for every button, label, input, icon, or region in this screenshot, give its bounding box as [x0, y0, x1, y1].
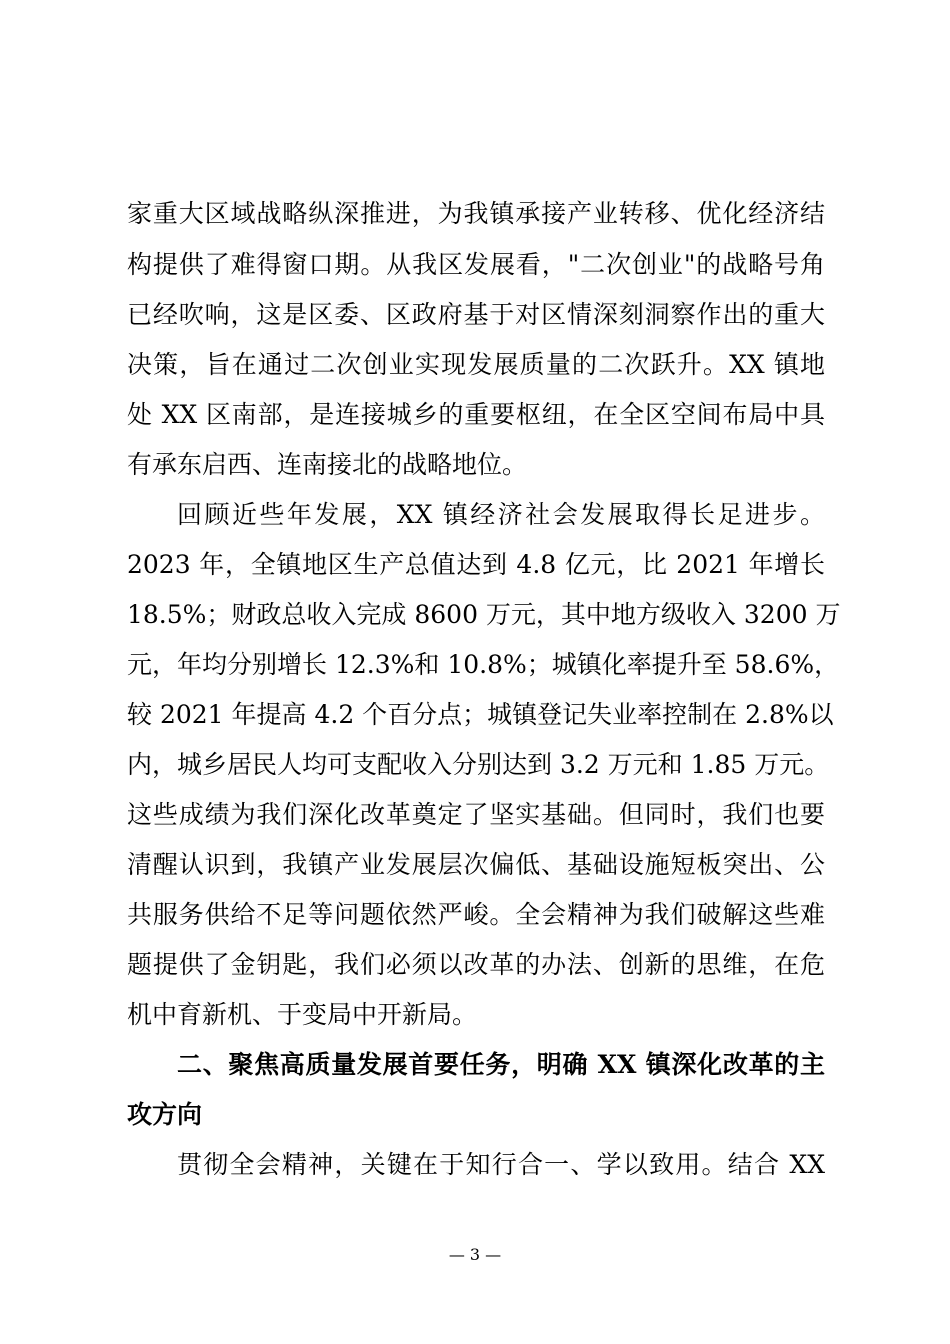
paragraph-line: 有承东启西、连南接北的战略地位。: [127, 450, 528, 479]
page-number: — 3 —: [448, 1245, 502, 1264]
paragraph-line: 元，年均分别增长 12.3%和 10.8%；城镇化率提升至 58.6%，: [127, 650, 840, 679]
paragraph-line: 18.5%；财政总收入完成 8600 万元，其中地方级收入 3200 万: [127, 600, 841, 629]
section-heading: 二、聚焦高质量发展首要任务，明确 XX 镇深化改革的主: [177, 1050, 825, 1079]
paragraph-line: 处 XX 区南部，是连接城乡的重要枢纽，在全区空间布局中具: [127, 400, 825, 429]
paragraph-line: 已经吹响，这是区委、区政府基于对区情深刻洞察作出的重大: [127, 300, 825, 329]
paragraph-line: 共服务供给不足等问题依然严峻。全会精神为我们破解这些难: [127, 900, 825, 929]
paragraph-line: 这些成绩为我们深化改革奠定了坚实基础。但同时，我们也要: [127, 800, 825, 829]
paragraph-line: 回顾近些年发展，XX 镇经济社会发展取得长足进步。: [177, 500, 825, 529]
section-heading: 攻方向: [127, 1100, 203, 1129]
paragraph-line: 较 2021 年提高 4.2 个百分点；城镇登记失业率控制在 2.8%以: [127, 700, 834, 729]
paragraph-line: 贯彻全会精神，关键在于知行合一、学以致用。结合 XX: [177, 1150, 825, 1179]
paragraph-line: 决策，旨在通过二次创业实现发展质量的二次跃升。XX 镇地: [127, 350, 825, 379]
paragraph-line: 构提供了难得窗口期。从我区发展看，"二次创业"的战略号角: [127, 250, 825, 279]
paragraph-line: 2023 年，全镇地区生产总值达到 4.8 亿元，比 2021 年增长: [127, 550, 825, 579]
paragraph-line: 清醒认识到，我镇产业发展层次偏低、基础设施短板突出、公: [127, 850, 825, 879]
paragraph-line: 机中育新机、于变局中开新局。: [127, 1000, 478, 1029]
paragraph-line: 家重大区域战略纵深推进，为我镇承接产业转移、优化经济结: [127, 199, 825, 228]
paragraph-line: 内，城乡居民人均可支配收入分别达到 3.2 万元和 1.85 万元。: [127, 750, 830, 779]
paragraph-line: 题提供了金钥匙，我们必须以改革的办法、创新的思维，在危: [127, 950, 825, 979]
